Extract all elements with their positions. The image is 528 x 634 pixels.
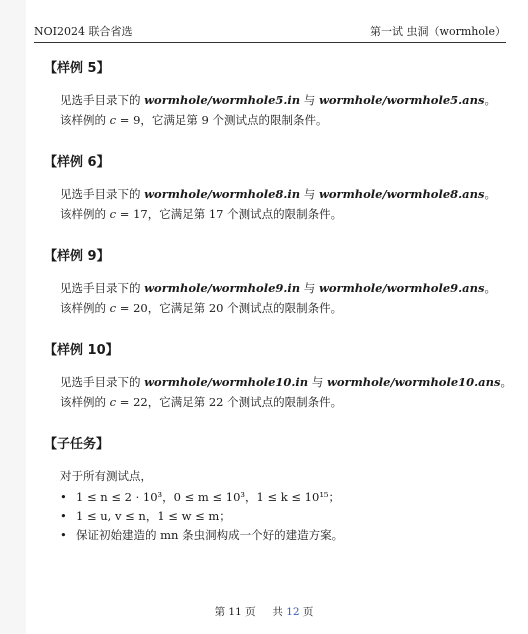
sample-title: 【样例 6】 — [44, 155, 110, 170]
page-gutter — [0, 0, 26, 634]
sample-description — [44, 372, 512, 412]
test-number: 9 — [201, 113, 209, 127]
sample-text: 。 — [484, 281, 496, 295]
constraint-text: 1 ≤ u, v ≤ n，1 ≤ w ≤ m； — [76, 509, 231, 523]
page-footer — [0, 604, 528, 620]
sample-files-line — [60, 184, 504, 204]
sample-section — [44, 342, 512, 412]
answer-file-name: wormhole/wormhole8.ans — [318, 187, 485, 201]
sample-text: 与 — [300, 93, 319, 107]
input-file-name: wormhole/wormhole8.in — [144, 187, 301, 201]
sample-title: 【样例 10】 — [44, 343, 119, 358]
sample-text: 该样例的 — [60, 301, 110, 315]
constraint-item — [60, 488, 504, 507]
answer-file-name: wormhole/wormhole5.ans — [318, 93, 485, 107]
sample-section — [44, 60, 504, 130]
sample-text: 个测试点的限制条件。 — [223, 301, 343, 315]
header-rule — [34, 42, 506, 43]
sample-text: ，它满足第 — [147, 301, 209, 315]
c-value: 20 — [133, 301, 148, 315]
bullet-icon: • — [60, 528, 67, 542]
problem-name: 第一试 虫洞（wormhole） — [370, 25, 506, 38]
sample-section — [44, 248, 504, 318]
subtasks-title: 【子任务】 — [44, 437, 110, 452]
total-pages-link[interactable]: 12 — [286, 606, 300, 618]
page-header — [34, 24, 506, 40]
total-pages-prefix: 共 — [272, 606, 287, 618]
constraint-item — [60, 507, 504, 526]
sample-text: 见选手目录下的 — [60, 187, 145, 201]
sample-constraint-line: 该样例的 c = 9，它满足第 9 个测试点的限制条件。 — [60, 113, 328, 127]
math-var-c: c — [109, 113, 117, 127]
c-value: 9 — [133, 113, 141, 127]
sample-text: ，它满足第 — [147, 207, 209, 221]
sample-description — [44, 278, 504, 318]
sample-files-line — [60, 278, 504, 298]
c-value: 22 — [133, 395, 148, 409]
sample-constraint-line: 该样例的 c = 17，它满足第 17 个测试点的限制条件。 — [60, 207, 343, 221]
constraint-text: 1 ≤ n ≤ 2 · 10³，0 ≤ m ≤ 10³，1 ≤ k ≤ 10¹⁵； — [76, 490, 341, 504]
total-pages-suffix: 页 — [299, 606, 314, 618]
constraint-item — [60, 526, 504, 545]
constraint-list — [44, 488, 504, 545]
sample-text: 。 — [500, 375, 512, 389]
subtasks-section — [44, 436, 504, 545]
sample-text: 该样例的 — [60, 395, 110, 409]
input-file-name: wormhole/wormhole9.in — [144, 281, 301, 295]
sample-text: 个测试点的限制条件。 — [208, 113, 328, 127]
math-var-c: c — [109, 207, 117, 221]
sample-text: ，它满足第 — [140, 113, 202, 127]
math-var-c: c — [109, 395, 117, 409]
page-number: 第 11 页 — [214, 606, 256, 618]
sample-constraint-line: 该样例的 c = 20，它满足第 20 个测试点的限制条件。 — [60, 301, 343, 315]
sample-text: 。 — [484, 187, 496, 201]
bullet-icon: • — [60, 509, 67, 523]
sample-text: 与 — [308, 375, 327, 389]
answer-file-name: wormhole/wormhole9.ans — [318, 281, 485, 295]
input-file-name: wormhole/wormhole10.in — [144, 375, 309, 389]
contest-name: NOI2024 联合省选 — [34, 25, 133, 38]
subtasks-intro: 对于所有测试点， — [60, 469, 152, 483]
sample-text: 见选手目录下的 — [60, 93, 145, 107]
sample-text: 见选手目录下的 — [60, 281, 145, 295]
sample-text: 与 — [300, 281, 319, 295]
sample-text: 个测试点的限制条件。 — [223, 207, 343, 221]
c-value: 17 — [133, 207, 148, 221]
sample-text: 该样例的 — [60, 207, 110, 221]
test-number: 22 — [208, 395, 224, 409]
sample-text: ，它满足第 — [147, 395, 209, 409]
sample-text: 见选手目录下的 — [60, 375, 145, 389]
sample-text: 与 — [300, 187, 319, 201]
page-content — [44, 60, 512, 569]
sample-title: 【样例 5】 — [44, 61, 110, 76]
math-var-c: c — [109, 301, 117, 315]
sample-text: 该样例的 — [60, 113, 110, 127]
answer-file-name: wormhole/wormhole10.ans — [326, 375, 501, 389]
sample-text: 。 — [484, 93, 496, 107]
test-number: 20 — [208, 301, 224, 315]
input-file-name: wormhole/wormhole5.in — [144, 93, 301, 107]
sample-title: 【样例 9】 — [44, 249, 110, 264]
sample-description — [44, 90, 504, 130]
sample-description — [44, 184, 504, 224]
sample-files-line — [60, 372, 512, 392]
sample-section — [44, 154, 504, 224]
test-number: 17 — [208, 207, 224, 221]
sample-text: 个测试点的限制条件。 — [223, 395, 343, 409]
sample-files-line — [60, 90, 504, 110]
sample-constraint-line: 该样例的 c = 22，它满足第 22 个测试点的限制条件。 — [60, 395, 343, 409]
constraint-text: 保证初始建造的 mn 条虫洞构成一个好的建造方案。 — [76, 528, 344, 542]
bullet-icon: • — [60, 490, 67, 504]
